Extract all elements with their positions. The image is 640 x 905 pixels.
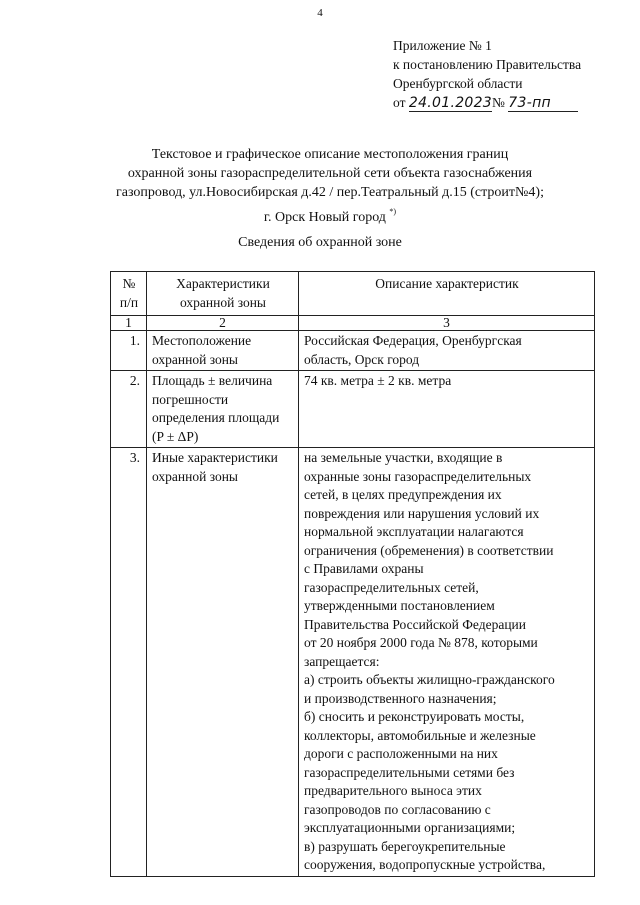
description-line: сетей, в целях предупреждения их [304, 487, 502, 502]
description-line: ограничения (обременения) в соответствии [304, 542, 554, 558]
title-city: г. Орск Новый город [263, 210, 386, 225]
table-header-row [111, 272, 595, 316]
description-line: эксплуатационными организациями; [304, 820, 516, 835]
description-line: б) сносить и реконструировать мосты, [304, 709, 525, 724]
number-label: № [492, 95, 505, 110]
row-description: Российская Федерация, Оренбургская область, Орск город [299, 331, 595, 371]
index-cell: 3 [299, 316, 595, 331]
table-index-row [111, 316, 595, 331]
row-description [299, 448, 595, 877]
title-line [60, 202, 600, 227]
index-cell: 1 [111, 316, 147, 331]
description-line: а) строить объекты жилищно-гражданского [304, 672, 555, 687]
description-line: газораспределительными сетями без [304, 764, 515, 780]
document-title [60, 145, 600, 227]
description-line: газопроводов по согласованию с [304, 801, 491, 817]
title-line: Текстовое и графическое описание местоположения границ [151, 147, 509, 162]
description-line: повреждения или нарушения условий их [304, 505, 540, 521]
header-description: Описание характеристик [299, 272, 595, 316]
page-number: 4 [317, 7, 323, 19]
header-number: № п/п [111, 272, 147, 316]
description-line: предварительного выноса этих [304, 783, 482, 798]
description-line: нормальной эксплуатации налагаются [304, 524, 524, 539]
row-characteristic: Площадь ± величина погрешности определения площади (P ± ΔP) [147, 371, 299, 448]
description-line: от 20 ноября 2000 года № 878, которыми [304, 635, 538, 650]
section-subtitle: Сведения об охранной зоне [238, 235, 402, 250]
row-description: 74 кв. метра ± 2 кв. метра [299, 371, 595, 448]
row-number: 2. [111, 371, 147, 448]
row-number: 3. [111, 448, 147, 877]
table-row [111, 331, 595, 371]
table-row [111, 448, 595, 877]
handwritten-number: 73-пп [508, 95, 578, 112]
description-line: в) разрушать берегоукрепительные [304, 838, 506, 854]
appendix-decree: к постановлению Правительства [393, 57, 582, 72]
from-label: от [393, 95, 406, 110]
description-line: запрещается: [304, 653, 380, 669]
appendix-block [393, 36, 633, 112]
protection-zone-table [110, 271, 595, 877]
description-line: охранные зоны газораспределительных [304, 468, 532, 484]
title-line: газопровод, ул.Новосибирская д.42 / пер.Театральный д.15 (строит№4); [116, 185, 544, 200]
description-line: и производственного назначения; [304, 690, 497, 706]
appendix-date-line [393, 93, 633, 112]
title-line: охранной зоны газораспределительной сети объекта газоснабжения [127, 166, 533, 181]
appendix-region: Оренбургской области [393, 76, 523, 91]
handwritten-date: 24.01.2023 [408, 95, 493, 111]
description-line: сооружения, водопропускные устройства, [304, 857, 546, 872]
description-line: дороги с расположенными на них [304, 746, 498, 761]
description-line: газораспределительных сетей, [304, 579, 479, 595]
appendix-title: Приложение № 1 [393, 38, 492, 53]
description-line: коллекторы, автомобильные и железные [304, 727, 536, 743]
description-line: с Правилами охраны [304, 561, 424, 576]
description-line: на земельные участки, входящие в [304, 450, 503, 465]
index-cell: 2 [147, 316, 299, 331]
row-characteristic: Иные характеристики охранной зоны [147, 448, 299, 877]
header-characteristics: Характеристики охранной зоны [147, 272, 299, 316]
row-number: 1. [111, 331, 147, 371]
row-characteristic: Местоположение охранной зоны [147, 331, 299, 371]
footnote-mark: *) [389, 207, 397, 216]
description-line: Правительства Российской Федерации [304, 616, 526, 632]
table-row [111, 371, 595, 448]
description-line: утвержденными постановлением [304, 598, 495, 613]
